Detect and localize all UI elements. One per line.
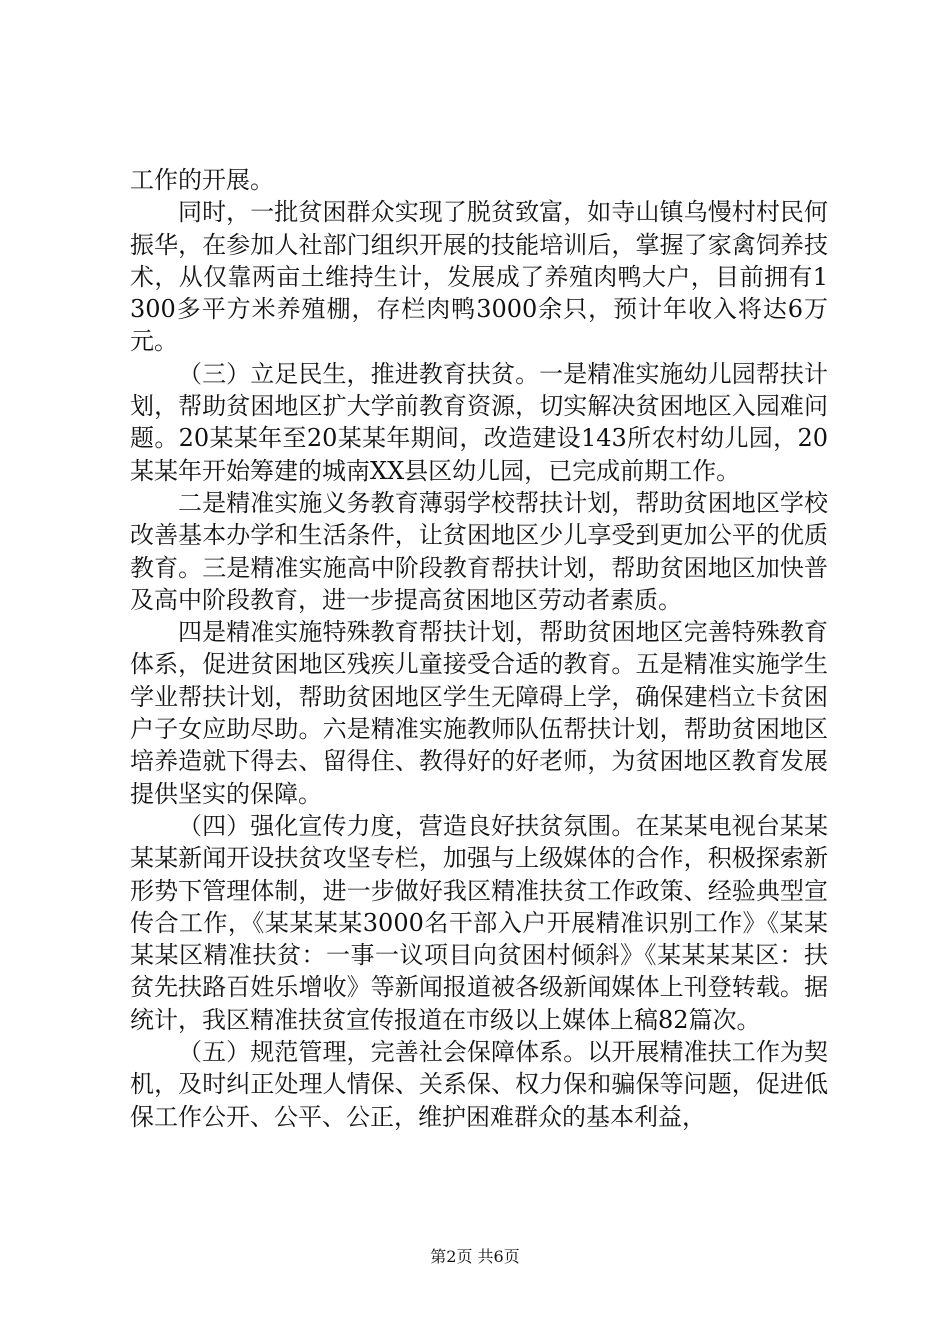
document-body: [130, 164, 828, 1133]
paragraph-continuation: 工作的开展。: [130, 166, 274, 194]
paragraph-education-section-3: （三）立足民生，推进教育扶贫。一是精准实施幼儿园帮扶计划，帮助贫困地区扩大学前教育资源，切实解决贫困地区入园难问题。20某某年至20某某年期间，改造建设143所农村幼儿园，20某某年开始筹建的城南XX县区幼儿园，已完成前期工作。: [130, 359, 828, 485]
paragraph-social-security-section-5: （五）规范管理，完善社会保障体系。以开展精准扶工作为契机，及时纠正处理人情保、关系保、权力保和骗保等问题，促进低保工作公开、公平、公正，维护困难群众的基本利益，: [130, 1038, 828, 1131]
paragraph-poverty-success: 同时，一批贫困群众实现了脱贫致富，如寺山镇乌慢村村民何振华，在参加人社部门组织开展的技能培训后，掌握了家禽饲养技术，从仅靠两亩土维持生计，发展成了养殖肉鸭大户，目前拥有1300多平方米养殖棚，存栏肉鸭3000余只，预计年收入将达6万元。: [130, 198, 828, 356]
paragraph-publicity-section-4: （四）强化宣传力度，营造良好扶贫氛围。在某某电视台某某某某新闻开设扶贫攻坚专栏，加强与上级媒体的合作，积极探索新形势下管理体制，进一步做好我区精准扶贫工作政策、经验典型宣传合工作，《某某某某3000名干部入户开展精准识别工作》《某某某某区精准扶贫：一事一议项目向贫困村倾斜》《某某某某区：扶贫先扶路百姓乐增收》等新闻报道被各级新闻媒体上刊登转载。据统计，我区精准扶贫宣传报道在市级以上媒体上稿82篇次。: [130, 811, 828, 1034]
paragraph-special-education: 四是精准实施特殊教育帮扶计划，帮助贫困地区完善特殊教育体系，促进贫困地区残疾儿童接受合适的教育。五是精准实施学生学业帮扶计划，帮助贫困地区学生无障碍上学，确保建档立卡贫困户子女应助尽助。六是精准实施教师队伍帮扶计划，帮助贫困地区培养造就下得去、留得住、教得好的好老师，为贫困地区教育发展提供坚实的保障。: [130, 618, 828, 808]
paragraph-compulsory-education: 二是精准实施义务教育薄弱学校帮扶计划，帮助贫困地区学校改善基本办学和生活条件，让贫困地区少儿享受到更加公平的优质教育。三是精准实施高中阶段教育帮扶计划，帮助贫困地区加快普及高中阶段教育，进一步提高贫困地区劳动者素质。: [130, 488, 828, 614]
page-number-footer: 第2页 共6页: [430, 1247, 520, 1266]
